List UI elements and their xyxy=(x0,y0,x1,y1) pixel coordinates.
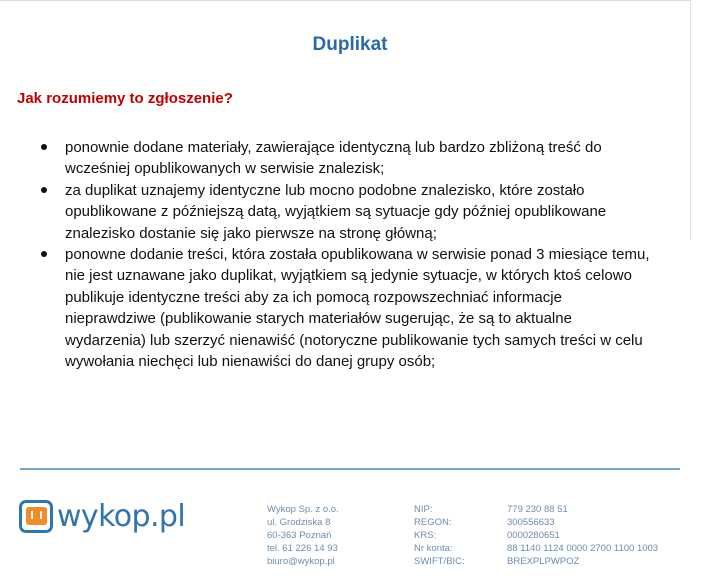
footer-registry-labels xyxy=(414,504,465,569)
bullet-icon xyxy=(41,144,47,150)
section-heading: Jak rozumiemy to zgłoszenie? xyxy=(17,90,233,107)
list-item-line: wydarzenia) lub szerzyć nienawiść (notoryczne publikowanie tych samych treści w celu xyxy=(65,331,643,349)
list-item-line: nie jest uznawane jako duplikat, wyjątkiem są jedynie sytuacje, w których ktoś celowo xyxy=(65,267,632,285)
list-item-line: ponownie dodane materiały, zawierające identyczną lub bardzo zbliżoną treść do xyxy=(65,139,602,156)
account-label: Nr konta: xyxy=(414,542,453,554)
list-item-line: znalezisko dostanie się jako pierwsze na stronę główną; xyxy=(65,224,437,242)
bullet-icon xyxy=(41,187,47,193)
bullet-icon xyxy=(41,251,47,257)
list-item-line: nieprawdziwe (publikowanie starych materiałów sugerując, że są to aktualne xyxy=(65,310,572,328)
list-item xyxy=(37,180,687,244)
company-name: Wykop Sp. z o.o. xyxy=(267,504,339,515)
list-item-line: publikuje identyczne treści aby za ich pomocą rozpowszechniać informacje xyxy=(65,288,562,306)
list-item xyxy=(37,244,687,372)
regon-value: 300556633 xyxy=(507,516,555,528)
krs-label: KRS: xyxy=(414,529,437,541)
company-city: 60-363 Poznań xyxy=(267,529,332,541)
swift-value: BREXPLPWPOZ xyxy=(507,555,580,567)
page-top-border xyxy=(0,0,690,1)
logo-text: wykop.pl xyxy=(57,498,186,534)
nip-value: 779 230 88 51 xyxy=(507,504,568,515)
krs-value: 0000280651 xyxy=(507,529,560,541)
document-title: Duplikat xyxy=(312,34,388,55)
wykop-logo-icon xyxy=(19,500,53,533)
list-item-line: wywołania niechęci lub nienawiści do danej grupy osób; xyxy=(65,353,436,371)
footer-divider xyxy=(20,468,680,470)
list-item-line: ponowne dodanie treści, która została opublikowana w serwisie ponad 3 miesiące temu, xyxy=(65,246,650,264)
list-item-line: wcześniej opublikowanych w serwisie znalezisk; xyxy=(65,160,385,178)
definition-list xyxy=(37,137,687,372)
account-value: 88 1140 1124 0000 2700 1100 1003 xyxy=(507,542,659,554)
regon-label: REGON: xyxy=(414,516,452,528)
wykop-logo xyxy=(19,498,185,534)
footer-registry-values xyxy=(507,504,658,569)
company-email: biuro@wykop.pl xyxy=(267,555,335,567)
company-street: ul. Grodziska 8 xyxy=(267,516,331,528)
list-item-line: opublikowane z późniejszą datą, wyjątkiem są sytuacje gdy później opublikowane xyxy=(65,203,607,221)
list-item-line: za duplikat uznajemy identyczne lub mocno podobne znalezisko, które zostało xyxy=(65,181,585,199)
company-phone: tel. 61 226 14 93 xyxy=(267,542,338,554)
swift-label: SWIFT/BIC: xyxy=(414,555,465,567)
list-item xyxy=(37,137,687,180)
footer-company-info xyxy=(267,504,339,569)
nip-label: NIP: xyxy=(414,504,433,515)
